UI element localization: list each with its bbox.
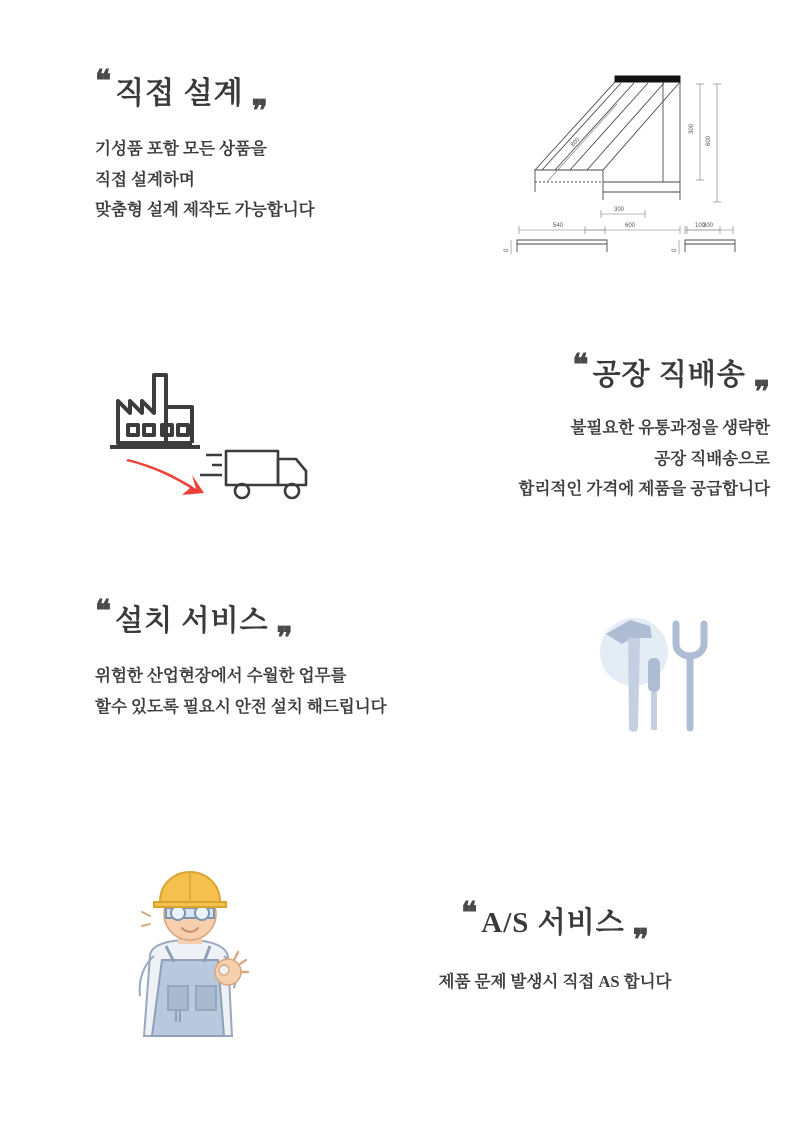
section-direct-design [95, 65, 315, 226]
dim-side-width: 300 [703, 223, 714, 229]
dim-height-total: 600 [706, 135, 712, 146]
section-body-design [95, 134, 315, 226]
section-title-factory: 공장 직배송 [592, 359, 746, 391]
body-line: 공장 직배송으로 [654, 448, 770, 468]
heading-row-as [380, 897, 730, 957]
section-install-service [95, 595, 387, 722]
dim-iso-depth: 800 [570, 136, 582, 149]
dim-front-width: 540 [553, 223, 564, 229]
body-line: 제품 문제 발생시 직접 AS 합니다 [438, 972, 672, 991]
body-line: 기성품 포함 모든 상품을 [95, 139, 267, 158]
dim-front-height: 0 [504, 248, 510, 252]
heading-row-install [95, 595, 387, 655]
quote-close-icon: ❞ [251, 95, 268, 128]
dim-iso-width: 300 [614, 207, 625, 213]
quote-open-icon: ❝ [95, 595, 112, 628]
dim-height-top: 300 [689, 123, 695, 134]
section-as-service [380, 897, 730, 998]
heading-row-design [95, 65, 315, 128]
dim-side-height: 0 [672, 248, 678, 252]
body-line: 위험한 산업현장에서 수월한 업무를 [95, 666, 347, 685]
dim-iso-base: 600 [625, 223, 636, 229]
quote-close-icon: ❞ [632, 924, 649, 957]
red-arrow-icon [126, 459, 204, 495]
section-body-as [380, 967, 730, 998]
screwdriver-icon [648, 658, 660, 730]
quote-open-icon: ❝ [95, 65, 112, 98]
quote-open-icon: ❝ [461, 897, 478, 930]
section-body-install [95, 661, 387, 722]
quote-close-icon: ❞ [276, 622, 293, 655]
body-line: 할수 있도록 필요시 안전 설치 해드립니다 [95, 696, 387, 716]
quote-open-icon: ❝ [572, 349, 589, 382]
truck-icon [200, 451, 306, 498]
section-body-factory [330, 413, 770, 505]
factory-icon [110, 375, 200, 447]
quote-close-icon: ❞ [753, 376, 770, 409]
section-title-as: A/S 서비스 [481, 907, 625, 939]
heading-row-factory [330, 349, 770, 409]
body-line: 합리적인 가격에 제품을 공급합니다 [518, 479, 770, 499]
section-title-design: 직접 설계 [115, 77, 244, 110]
body-line: 맞춤형 설계 제작도 가능합니다 [95, 200, 315, 220]
body-line: 불필요한 유통과정을 생략한 [570, 418, 770, 437]
wrench-icon [676, 624, 704, 728]
body-line: 직접 설계하며 [95, 169, 195, 189]
section-factory-direct [330, 349, 770, 505]
dim-iso-right-small: 100 [695, 223, 706, 229]
technical-drawing [495, 62, 740, 267]
factory-delivery-illustration [100, 355, 340, 515]
section-title-install: 설치 서비스 [115, 605, 269, 637]
worker-illustration [110, 860, 275, 1045]
tools-illustration [592, 600, 727, 760]
